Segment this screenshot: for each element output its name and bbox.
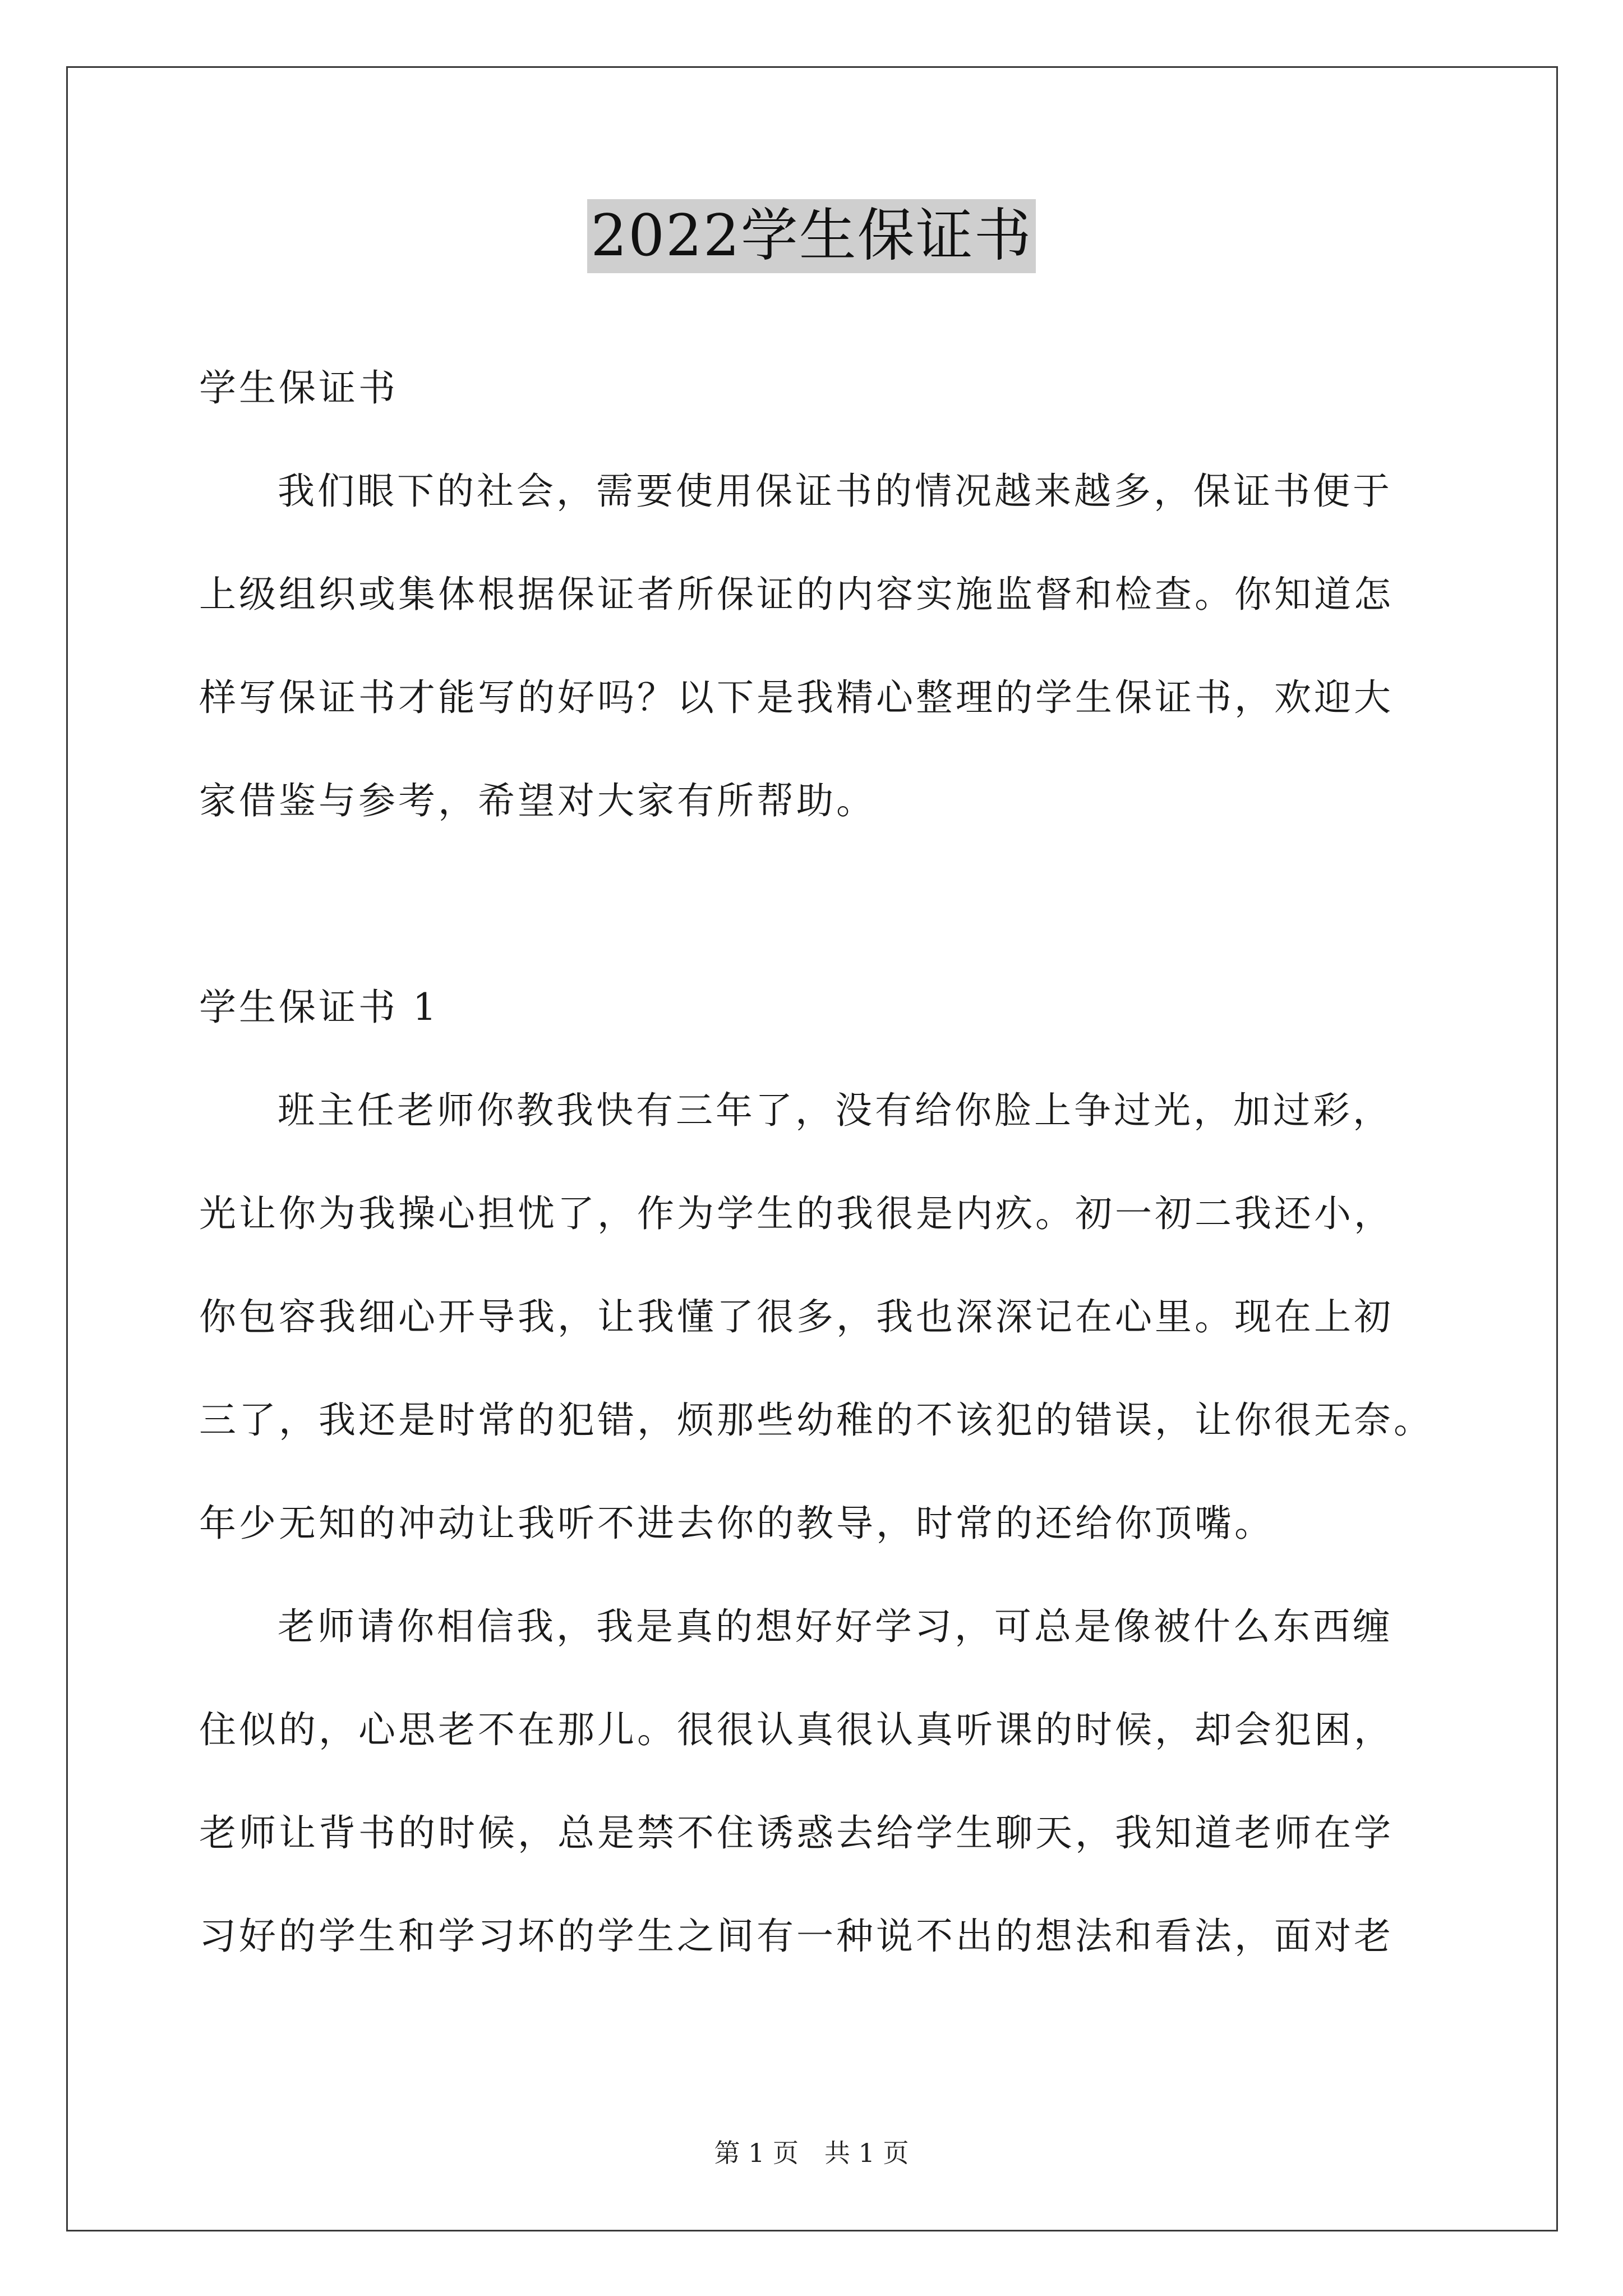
paragraph-line: 家借鉴与参考，希望对大家有所帮助。 [199,779,876,822]
paragraph-line: 你包容我细心开导我，让我懂了很多，我也深深记在心里。现在上初 [199,1295,1394,1338]
paragraph-line: 年少无知的冲动让我听不进去你的教导，时常的还给你顶嘴。 [199,1502,1274,1545]
intro-heading: 学生保证书 [199,366,398,409]
paragraph-line: 老师请你相信我，我是真的想好好学习，可总是像被什么东西缠 [278,1605,1393,1648]
paragraph-line: 习好的学生和学习坏的学生之间有一种说不出的想法和看法，面对老 [199,1915,1394,1958]
paragraph-line: 上级组织或集体根据保证者所保证的内容实施监督和检查。你知道怎 [199,573,1394,616]
paragraph-line: 我们眼下的社会，需要使用保证书的情况越来越多，保证书便于 [278,470,1393,513]
section1-paragraph-2 [199,1575,1433,1988]
paragraph-line: 老师让背书的时候，总是禁不住诱惑去给学生聊天，我知道老师在学 [199,1811,1394,1855]
section1-heading: 学生保证书 1 [199,986,439,1029]
paragraph-line: 住似的，心思老不在那儿。很很认真很认真听课的时候，却会犯困， [199,1708,1394,1751]
intro-paragraph [199,440,1433,853]
paragraph-line: 三了，我还是时常的犯错，烦那些幼稚的不该犯的错误，让你很无奈。 [199,1398,1433,1442]
page-footer [0,2136,1623,2170]
paragraph-line: 样写保证书才能写的好吗？以下是我精心整理的学生保证书，欢迎大 [199,676,1394,719]
section1-paragraph-1 [199,1059,1433,1575]
title-container [0,199,1623,273]
section-spacer [199,853,1433,956]
paragraph-line: 光让你为我操心担忧了，作为学生的我很是内疚。初一初二我还小， [199,1192,1394,1235]
document-title: 2022学生保证书 [587,199,1036,273]
document-body [199,337,1433,1988]
page-number: 第 1 页 共 1 页 [714,2138,909,2168]
paragraph-line: 班主任老师你教我快有三年了，没有给你脸上争过光，加过彩， [278,1089,1393,1132]
